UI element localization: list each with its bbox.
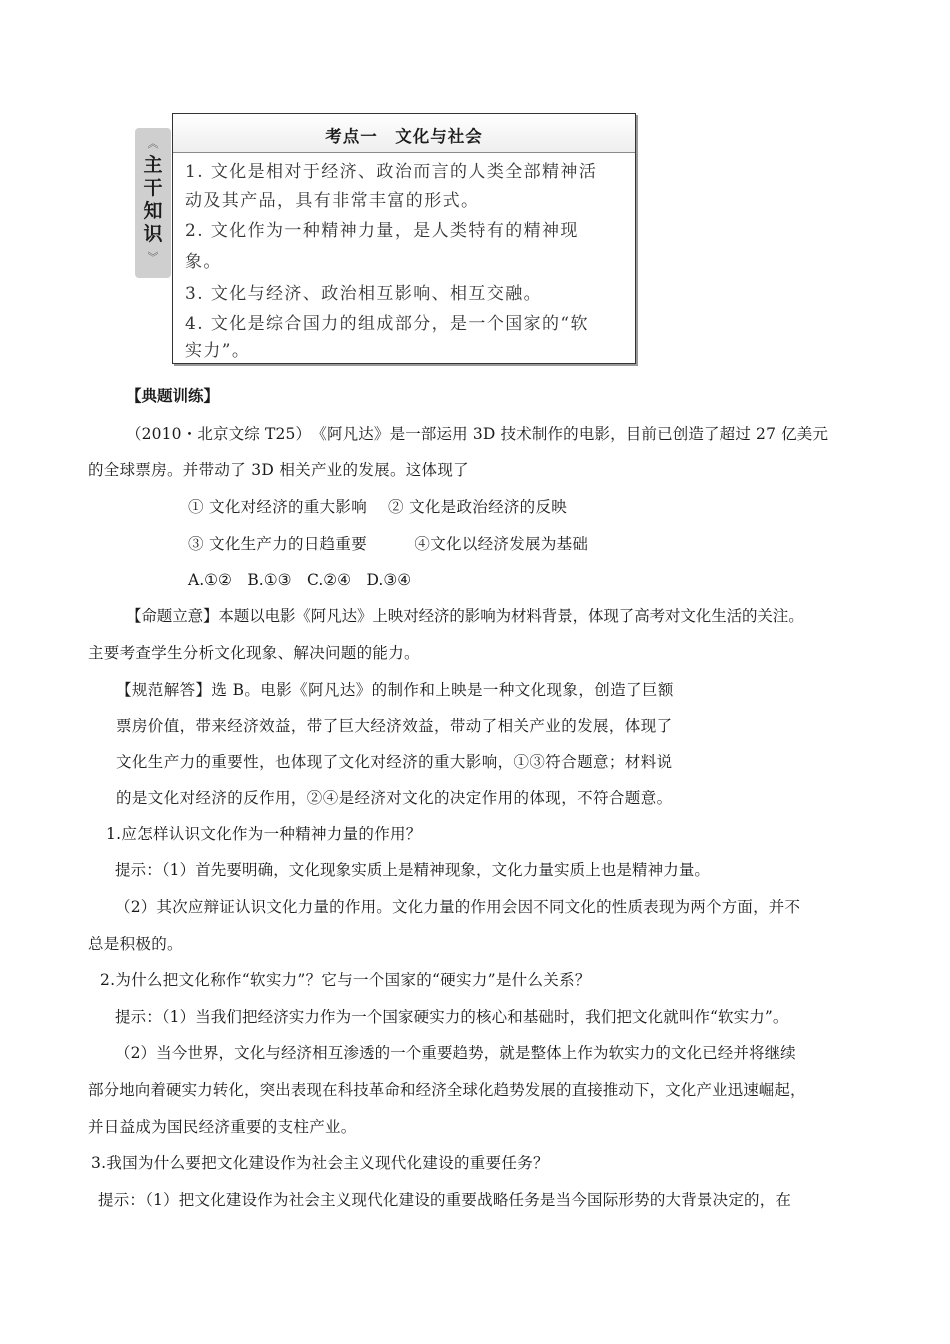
answer-choices: A.①② B.①③ C.②④ D.③④ — [188, 571, 412, 589]
answer-line: 票房价值，带来经济效益，带了巨大经济效益，带动了相关产业的发展，体现了 — [116, 717, 673, 735]
side-label-char: 干 — [143, 177, 163, 199]
hint-line: 提示：（1）首先要明确，文化现象实质上是精神现象，文化力量实质上也是精神力量。 — [115, 861, 711, 879]
discussion-question: 1.应怎样认识文化作为一种精神力量的作用？ — [106, 825, 422, 843]
answer-line: 的是文化对经济的反作用，②④是经济对文化的决定作用的体现，不符合题意。 — [116, 789, 673, 807]
hint-line: 部分地向着硬实力转化，突出表现在科技革命和经济全球化趋势发展的直接推动下，文化产业迅速崛起， — [88, 1081, 806, 1099]
hint-line: （2）当今世界，文化与经济相互渗透的一个重要趋势，就是整体上作为软实力的文化已经并将继续 — [115, 1044, 796, 1062]
knowledge-box — [172, 113, 636, 364]
hint-line: 提示：（1）当我们把经济实力作为一个国家硬实力的核心和基础时，我们把文化就叫作“软实力”。 — [115, 1008, 789, 1026]
knowledge-line: 4. 文化是综合国力的组成部分，是一个国家的“软 — [185, 314, 589, 334]
section-title: 【典题训练】 — [126, 386, 220, 405]
hint-line: 并日益成为国民经济重要的支柱产业。 — [88, 1118, 357, 1136]
knowledge-box-header — [173, 114, 635, 153]
hint-line: （2）其次应辩证认识文化力量的作用。文化力量的作用会因不同文化的性质表现为两个方面，并不 — [115, 898, 801, 916]
knowledge-line: 1. 文化是相对于经济、政治而言的人类全部精神活 — [185, 162, 598, 182]
question-option-line: ③ 文化生产力的日趋重要 ④文化以经济发展为基础 — [188, 535, 589, 553]
knowledge-box-title: 考点一 文化与社会 — [325, 127, 483, 146]
question-stem-line: （2010・北京文综 T25） 《阿凡达》是一部运用 3D 技术制作的电影，目前已创造了超过 27 亿美元 — [126, 425, 829, 443]
discussion-question: 2.为什么把文化称作“软实力”？它与一个国家的“硬实力”是什么关系？ — [100, 971, 591, 989]
double-chevron-down-icon: ︾ — [147, 251, 159, 264]
knowledge-line: 2. 文化作为一种精神力量，是人类特有的精神现 — [185, 221, 579, 241]
intent-line: 主要考查学生分析文化现象、解决问题的能力。 — [88, 644, 420, 662]
double-chevron-up-icon: ︽ — [147, 137, 159, 150]
intent-line: 【命题立意】本题以电影《阿凡达》上映对经济的影响为材料背景，体现了高考对文化生活的关注。 — [126, 607, 804, 625]
question-stem-line: 的全球票房。并带动了 3D 相关产业的发展。这体现了 — [88, 461, 469, 479]
side-label-char: 知 — [143, 200, 163, 222]
answer-line: 文化生产力的重要性，也体现了文化对经济的重大影响，①③符合题意；材料说 — [116, 753, 673, 771]
knowledge-line: 象。 — [185, 252, 222, 272]
knowledge-line: 3. 文化与经济、政治相互影响、相互交融。 — [185, 284, 543, 304]
knowledge-line: 动及其产品，具有非常丰富的形式。 — [185, 191, 480, 211]
hint-line: 总是积极的。 — [88, 935, 183, 953]
knowledge-line: 实力”。 — [185, 341, 251, 361]
side-label-char: 识 — [143, 223, 163, 245]
side-label-char: 主 — [143, 154, 163, 176]
question-option-line: ① 文化对经济的重大影响 ② 文化是政治经济的反映 — [188, 498, 568, 516]
knowledge-side-tab — [135, 128, 171, 278]
discussion-question: 3.我国为什么要把文化建设作为社会主义现代化建设的重要任务？ — [91, 1154, 549, 1172]
hint-line: 提示：（1）把文化建设作为社会主义现代化建设的重要战略任务是当今国际形势的大背景决定的，在 — [98, 1191, 792, 1209]
answer-line: 【规范解答】选 B。电影《阿凡达》的制作和上映是一种文化现象，创造了巨额 — [116, 681, 674, 699]
